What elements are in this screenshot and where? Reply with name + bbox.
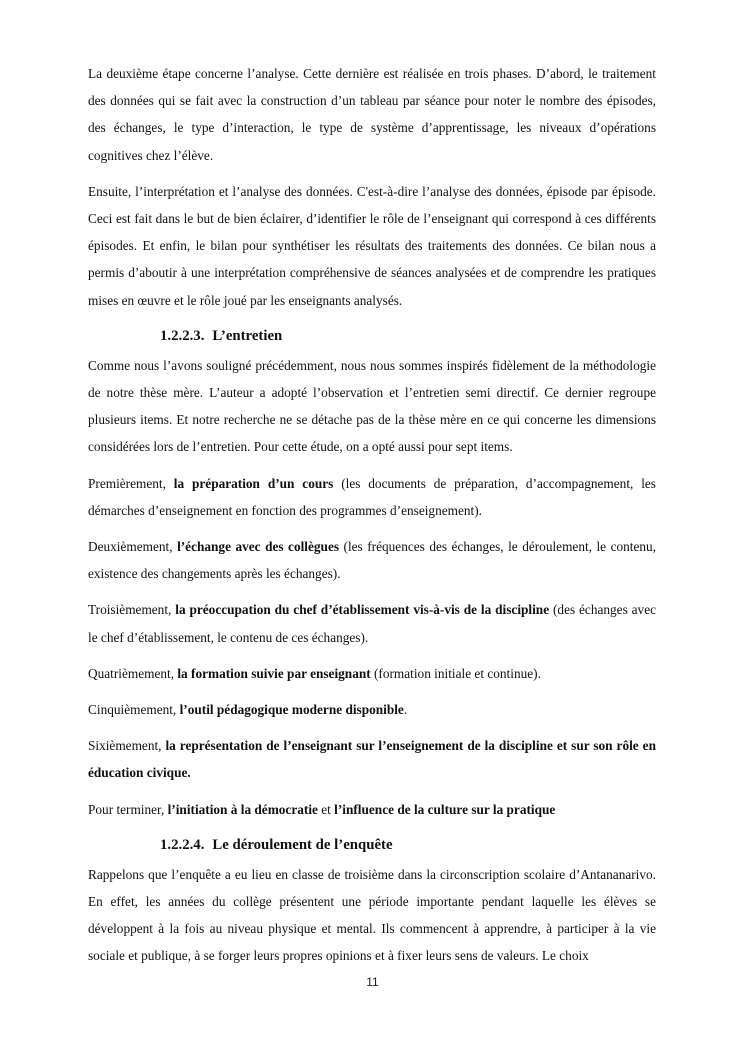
heading-title: L’entretien [212,327,283,344]
heading-number: 1.2.2.3. [160,327,205,344]
final-bold-term-1: l’initiation à la démocratie [167,801,318,817]
page-number: 11 [366,975,379,989]
paragraph-interpretation: Ensuite, l’interprétation et l’analyse des données. C'est-à-dire l’analyse des données, épisode par épisode. Ceci est fait dans le but de bien éclairer, d’identifier le rôle de l’enseignant qui correspond à ces différents épisodes. Et enfin, le bilan pour synthétiser les résultats des traitements des données. Ce bilan nous a permis d’aboutir à une interprétation compréhensive de séances analysées et de comprendre les pratiques mises en œuvre et le rôle joué par les enseignants analysés. [88,183,656,308]
item-bold-term: la représentation de l’enseignant sur l’enseignement de la discipline et sur son rôle en éducation civique. [88,738,656,781]
item-paragraph: Premièrement, la préparation d’un cours (les documents de préparation, d’accompagnement, les démarches d’enseignement en fonction des programmes d’enseignement). [88,475,656,518]
item-paragraph: Cinquièmement, l’outil pédagogique moderne disponible. [88,702,408,718]
paragraph-entretien-intro: Comme nous l’avons souligné précédemment, nous nous sommes inspirés fidèlement de la méthodologie de notre thèse mère. L’auteur a adopté l’observation et l’entretien semi directif. Ce dernier regroupe plusieurs items. Et notre recherche ne se détache pas de la thèse mère en ce qui concerne les dimensions considérées lors de l’entretien. Pour cette étude, on a opté aussi pour sept items. [88,357,656,455]
item-bold-term: la préoccupation du chef d’établissement vis-à-vis de la discipline [175,602,550,618]
heading-entretien [160,323,656,349]
paragraph-deroulement: Rappelons que l’enquête a eu lieu en classe de troisième dans la circonscription scolaire d’Antananarivo. En effet, les années du collège présentent une période importante pendant laquelle les élèves se développent à la fois au niveau physique et mental. Ils commencent à apprendre, à participer à la vie sociale et publique, à se forger leurs propres opinions et à fixer leurs sens de valeurs. Le choix [88,866,656,964]
item-bold-term: la formation suivie par enseignant [177,665,371,681]
item-paragraph: Sixièmement, la représentation de l’enseignant sur l’enseignement de la discipline et sur son rôle en éducation civique. [88,738,656,781]
item-bold-term: la préparation d’un cours [173,475,334,491]
item-bold-term: l’échange avec des collègues [177,539,340,555]
item-bold-term: l’outil pédagogique moderne disponible [179,702,404,718]
final-bold-term-2: l’influence de la culture sur la pratique [334,801,556,817]
item-paragraph: Troisièmement, la préoccupation du chef d’établissement vis-à-vis de la discipline (des échanges avec le chef d’établissement, le contenu de ces échanges). [88,602,656,645]
document-page [88,60,656,979]
heading-number: 1.2.2.4. [160,836,205,853]
item-paragraph: Quatrièmement, la formation suivie par enseignant (formation initiale et continue). [88,665,541,681]
paragraph-final-item: Pour terminer, l’initiation à la démocratie et l’influence de la culture sur la pratique [88,801,556,817]
item-paragraph: Deuxièmement, l’échange avec des collègues (les fréquences des échanges, le déroulement, le contenu, existence des changements après les échanges). [88,539,657,582]
paragraph-analyse: La deuxième étape concerne l’analyse. Cette dernière est réalisée en trois phases. D’abord, le traitement des données qui se fait avec la construction d’un tableau par séance pour noter le nombre des épisodes, des échanges, le type d’interaction, le type de système d’apprentissage, les niveaux d’opérations cognitives chez l’élève. [88,66,656,163]
heading-deroulement [160,832,656,858]
heading-title: Le déroulement de l’enquête [212,836,393,853]
